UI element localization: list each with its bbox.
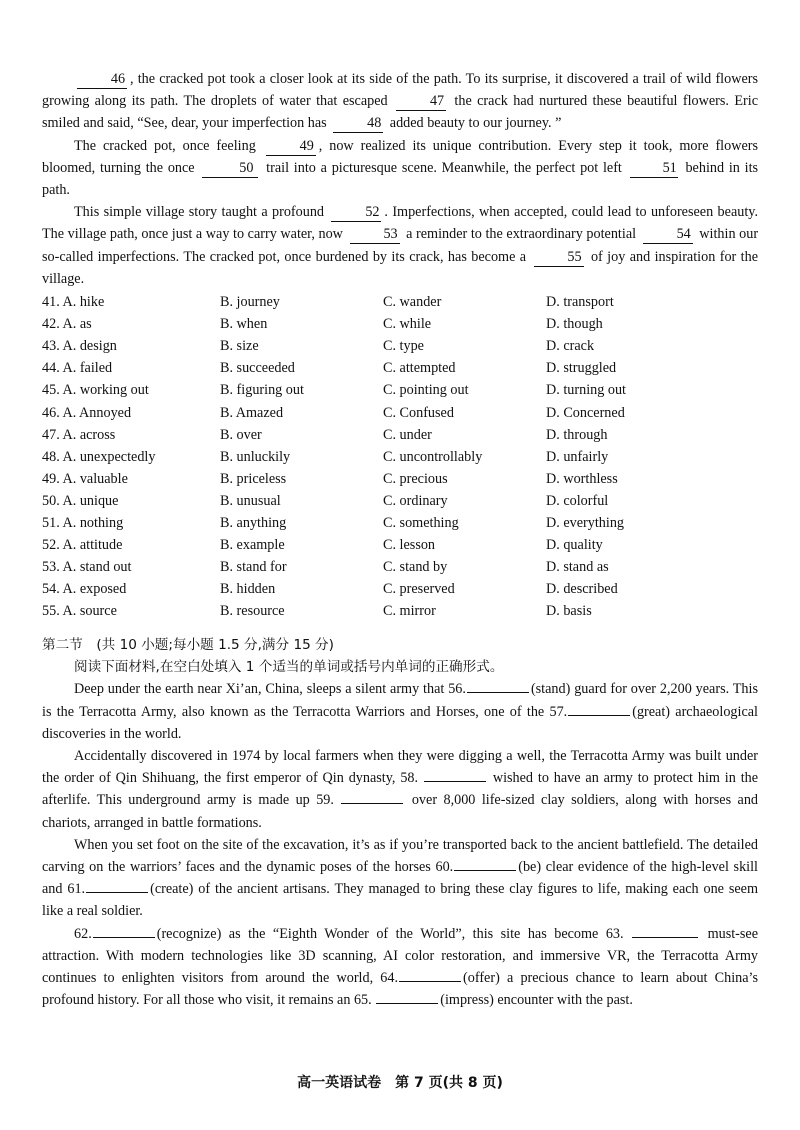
option-a: 55. A. source [42,603,117,620]
grammar-blank-63[interactable] [632,923,698,938]
option-c: C. something [383,514,459,531]
option-row [42,291,758,313]
grammar-blank-59[interactable] [341,789,403,804]
text: (create) of the ancient artisans. They managed to bring these clay figures to life, making each one seem like a real soldier. [42,881,758,920]
option-a: 47. A. across [42,426,116,443]
cloze-blank-47: 47 [396,93,446,111]
option-d: D. though [546,316,603,333]
option-a: 45. A. working out [42,382,149,399]
text: trail into a picturesque scene. Meanwhile, the perfect pot left [266,159,622,176]
option-c: C. while [383,316,432,333]
option-b: B. stand for [220,559,287,576]
grammar-blank-64[interactable] [399,967,461,982]
cloze-paragraph-3 [42,201,758,290]
option-c: C. attempted [383,360,456,377]
option-d: D. crack [546,338,595,355]
text: (be) clear evidence of the high-level skill and 61. [42,859,759,898]
option-c: C. type [383,338,424,355]
option-d: D. stand as [546,559,609,576]
text: , the cracked pot took a closer look at its side of the path. To its surprise, it discovered a trail of wild flowers growing along its path. The droplets of water that escaped [42,71,758,110]
option-c: C. mirror [383,603,436,620]
option-d: D. Concerned [546,404,625,421]
option-row [42,468,758,490]
option-row [42,578,758,600]
option-d: D. turning out [546,382,626,399]
grammar-paragraph-1 [42,678,758,745]
text: must-see attraction. With modern technologies like 3D scanning, AI color restoration, and immersive VR, the Terracotta Army continues to enlighten visitors from around the world, 64. [42,925,759,987]
text: behind in its path. [42,159,759,199]
text: (stand) guard for over 2,200 years. This is the Terracotta Army, also known as the Terracotta Warriors and Horses, one of the 57. [42,681,758,720]
option-a: 41. A. hike [42,294,105,311]
option-row [42,379,758,401]
text: . Imperfections, when accepted, could lead to unforeseen beauty. The village path, once just a way to carry water, now [42,204,759,243]
option-row [42,446,758,468]
exam-page [42,68,758,1011]
text: , now realized its unique contribution. Every step it took, more flowers bloomed, turning the once [42,137,759,176]
option-d: D. colorful [546,492,609,509]
option-c: C. wander [383,294,442,311]
option-c: C. lesson [383,537,436,554]
option-b: B. unluckily [220,448,291,465]
option-c: C. precious [383,470,448,487]
option-c: C. under [383,426,432,443]
grammar-paragraph-2 [42,745,758,834]
cloze-paragraph-2 [42,135,758,202]
option-b: B. resource [220,603,285,620]
option-b: B. over [220,426,262,443]
cloze-blank-46: 46 [77,71,127,89]
option-row [42,335,758,357]
option-a: 48. A. unexpectedly [42,448,156,465]
option-a: 46. A. Annoyed [42,404,132,421]
option-d: D. struggled [546,360,617,377]
cloze-blank-55: 55 [534,249,584,267]
option-d: D. basis [546,603,592,620]
text: over 8,000 life-sized clay soldiers, along with horses and chariots, arranged in battle formations. [42,792,759,831]
cloze-blank-53: 53 [350,226,400,244]
option-row [42,357,758,379]
option-row [42,534,758,556]
option-row [42,402,758,424]
option-c: C. ordinary [383,492,448,509]
cloze-blank-48: 48 [333,115,383,133]
option-c: C. stand by [383,559,448,576]
option-b: B. priceless [220,470,287,487]
option-row [42,424,758,446]
cloze-blank-50: 50 [202,160,258,178]
option-a: 43. A. design [42,338,117,355]
option-d: D. described [546,581,618,598]
option-row [42,556,758,578]
option-c: C. Confused [383,404,454,421]
option-b: B. journey [220,294,280,311]
page-footer: 高一英语试卷 第 7 页(共 8 页) [297,1075,503,1091]
text: Accidentally discovered in 1974 by local farmers when they were digging a well, the Terracotta Army was built under the order of Qin Shihuang, the first emperor of Qin dynasty, 58. [42,748,758,787]
options-list [42,291,758,622]
option-a: 52. A. attitude [42,537,123,554]
cloze-paragraph-1 [42,68,758,135]
section-2-heading: 第二节 (共 10 小题;每小题 1.5 分,满分 15 分) [42,637,334,654]
option-a: 44. A. failed [42,360,113,377]
text: (impress) encounter with the past. [440,992,633,1009]
option-d: D. transport [546,294,614,311]
option-d: D. everything [546,514,625,531]
option-b: B. when [220,316,268,333]
option-d: D. through [546,426,608,443]
grammar-blank-57[interactable] [568,701,630,716]
text: of joy and inspiration for the village. [42,248,759,287]
text: (great) archaeological discoveries in the world. [42,703,758,742]
option-row [42,512,758,534]
option-b: B. hidden [220,581,276,598]
cloze-blank-51: 51 [630,160,678,178]
option-row [42,313,758,335]
option-a: 53. A. stand out [42,559,132,576]
text: wished to have an army to protect him in the afterlife. This underground army is made up 59. [42,770,759,809]
grammar-paragraph-4 [42,923,758,1012]
option-b: B. size [220,338,259,355]
option-d: D. quality [546,537,603,554]
option-b: B. example [220,537,285,554]
option-b: B. anything [220,514,287,531]
text: The cracked pot, once feeling [74,137,256,154]
text: the crack had nurtured these beautiful flowers. Eric smiled and said, “See, dear, your imperfection has [42,93,758,132]
option-a: 42. A. as [42,316,92,333]
grammar-blank-65[interactable] [376,989,438,1004]
grammar-blank-61[interactable] [86,878,148,893]
text: (recognize) as the “Eighth Wonder of the World”, this site has become 63. [156,925,624,942]
option-row [42,490,758,512]
option-c: C. preserved [383,581,455,598]
text: added beauty to our journey. ” [389,115,562,132]
option-a: 51. A. nothing [42,514,124,531]
grammar-blank-56[interactable] [467,678,529,693]
option-row [42,600,758,622]
option-d: D. unfairly [546,448,609,465]
text: (offer) a precious chance to learn about China’s profound history. For all those who visit, it remains an 65. [42,970,758,1009]
section-2-instruction: 阅读下面材料,在空白处填入 1 个适当的单词或括号内单词的正确形式。 [74,659,504,676]
text: Deep under the earth near Xi’an, China, sleeps a silent army that 56. [74,681,466,698]
text: 62. [74,925,92,942]
option-a: 50. A. unique [42,492,119,509]
cloze-blank-54: 54 [643,226,693,244]
text: a reminder to the extraordinary potential [406,226,637,243]
option-b: B. succeeded [220,360,295,377]
option-b: B. figuring out [220,382,304,399]
grammar-blank-58[interactable] [424,767,486,782]
cloze-blank-52: 52 [331,204,381,222]
option-c: C. uncontrollably [383,448,483,465]
option-a: 54. A. exposed [42,581,127,598]
grammar-paragraph-3 [42,834,758,923]
option-a: 49. A. valuable [42,470,128,487]
text: This simple village story taught a profound [74,204,325,221]
text: When you set foot on the site of the excavation, it’s as if you’re transported back to the ancient battlefield. The detailed carving on the warriors’ faces and the dynamic poses of the horses 60. [42,836,758,876]
option-b: B. Amazed [220,404,284,421]
text: within our so-called imperfections. The cracked pot, once burdened by its crack, has become a [42,226,759,265]
grammar-blank-60[interactable] [454,856,516,871]
option-b: B. unusual [220,492,281,509]
cloze-blank-49: 49 [266,138,316,156]
option-c: C. pointing out [383,382,469,399]
option-d: D. worthless [546,470,618,487]
grammar-blank-62[interactable] [93,923,155,938]
